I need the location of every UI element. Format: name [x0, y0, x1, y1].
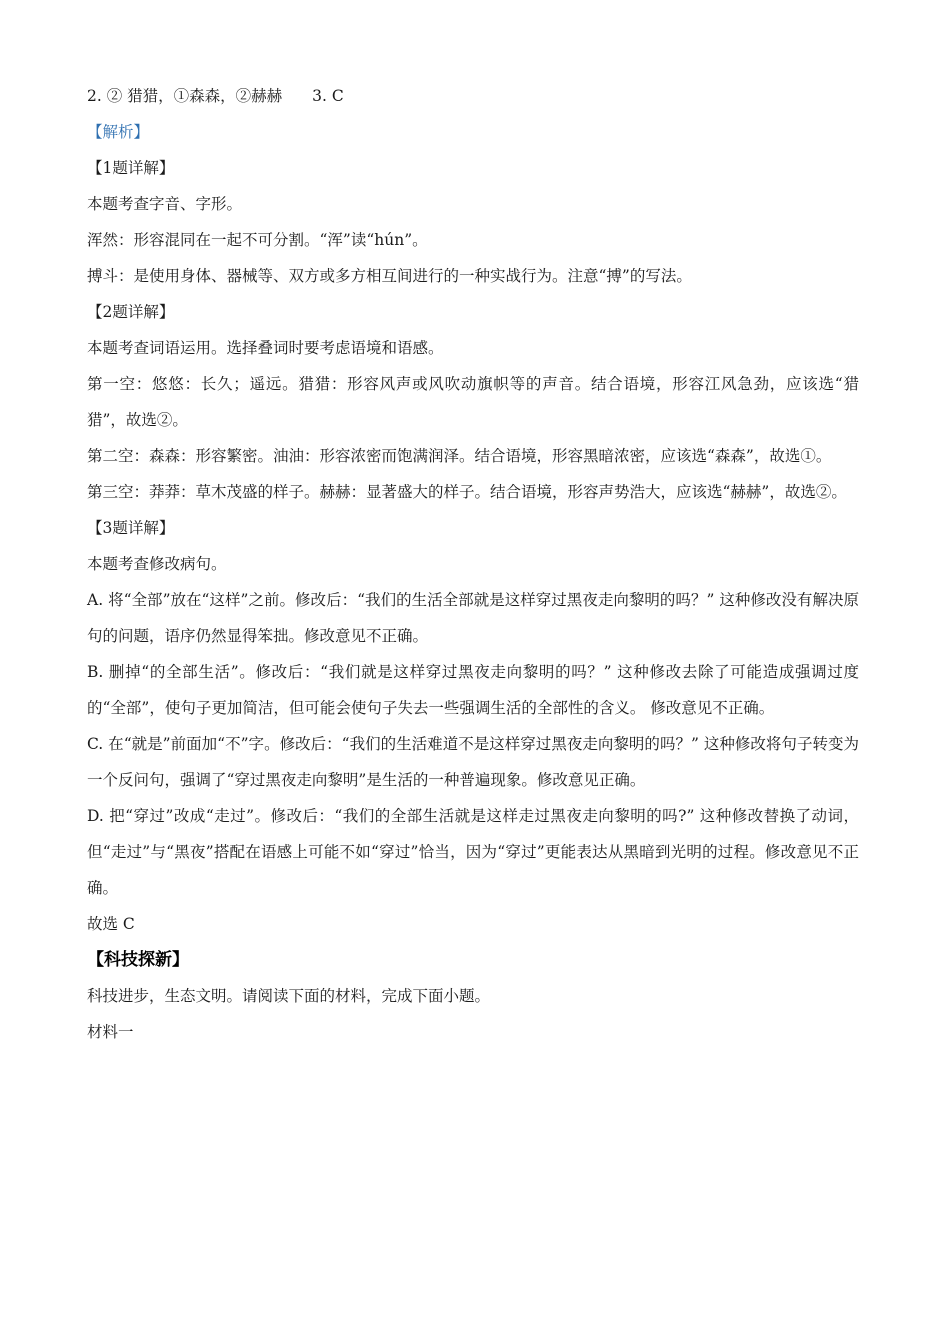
q3-heading: 【3题详解】 — [87, 519, 175, 537]
q2-blank3: 第三空：莽莽：草木茂盛的样子。赫赫：显著盛大的样子。结合语境，形容声势浩大，应该选“赫赫”，故选②。 — [87, 483, 847, 501]
q1-item-hunran: 浑然：形容混同在一起不可分割。“浑”读“hún”。 — [87, 231, 428, 249]
q2-heading: 【2题详解】 — [87, 303, 175, 321]
q3-intro: 本题考查修改病句。 — [87, 555, 227, 573]
q2-blank2: 第二空：森森：形容繁密。油油：形容浓密而饱满润泽。结合语境，形容黑暗浓密，应该选“森森”，故选①。 — [87, 447, 832, 465]
q2-intro: 本题考查词语运用。选择叠词时要考虑语境和语感。 — [87, 339, 444, 357]
q3-conclusion: 故选 C — [87, 915, 135, 933]
answer-q3: 3. C — [312, 87, 344, 105]
tech-section-title: 【科技探新】 — [87, 950, 189, 970]
q1-intro: 本题考查字音、字形。 — [87, 195, 243, 213]
answer-q2: 2. ② 猎猎，①森森，②赫赫 — [87, 87, 283, 105]
q3-option-d: D. 把“穿过”改成“走过”。修改后：“我们的全部生活就是这样走过黑夜走向黎明的吗?” 这种修改替换了动词，但“走过”与“黑夜”搭配在语感上可能不如“穿过”恰当，因为“穿过”更能表达从黑暗到光明的过程。修改意见不正确。 — [87, 807, 859, 897]
q1-heading: 【1题详解】 — [87, 159, 175, 177]
q3-option-c: C. 在“就是”前面加“不”字。修改后：“我们的生活难道不是这样穿过黑夜走向黎明的吗？” 这种修改将句子转变为一个反问句，强调了“穿过黑夜走向黎明”是生活的一种普遍现象。修改意见正确。 — [87, 735, 859, 789]
document-page — [87, 78, 859, 1050]
answers-line — [87, 78, 859, 114]
q3-option-a: A. 将“全部”放在“这样”之前。修改后：“我们的生活全部就是这样穿过黑夜走向黎明的吗？” 这种修改没有解决原句的问题，语序仍然显得笨拙。修改意见不正确。 — [87, 591, 859, 645]
tech-section-intro: 科技进步，生态文明。请阅读下面的材料，完成下面小题。 — [87, 987, 491, 1005]
material-label: 材料一 — [87, 1023, 134, 1041]
analysis-label: 【解析】 — [87, 123, 150, 141]
q1-item-bodou: 搏斗：是使用身体、器械等、双方或多方相互间进行的一种实战行为。注意“搏”的写法。 — [87, 267, 692, 285]
q2-blank1: 第一空：悠悠：长久；遥远。猎猎：形容风声或风吹动旗帜等的声音。结合语境，形容江风急劲，应该选“猎猎”，故选②。 — [87, 375, 859, 429]
q3-option-b: B. 删掉“的全部生活”。修改后：“我们就是这样穿过黑夜走向黎明的吗？” 这种修改去除了可能造成强调过度的“全部”，使句子更加简洁，但可能会使句子失去一些强调生活的全部性的含义。 修改意见不正确。 — [87, 663, 859, 717]
